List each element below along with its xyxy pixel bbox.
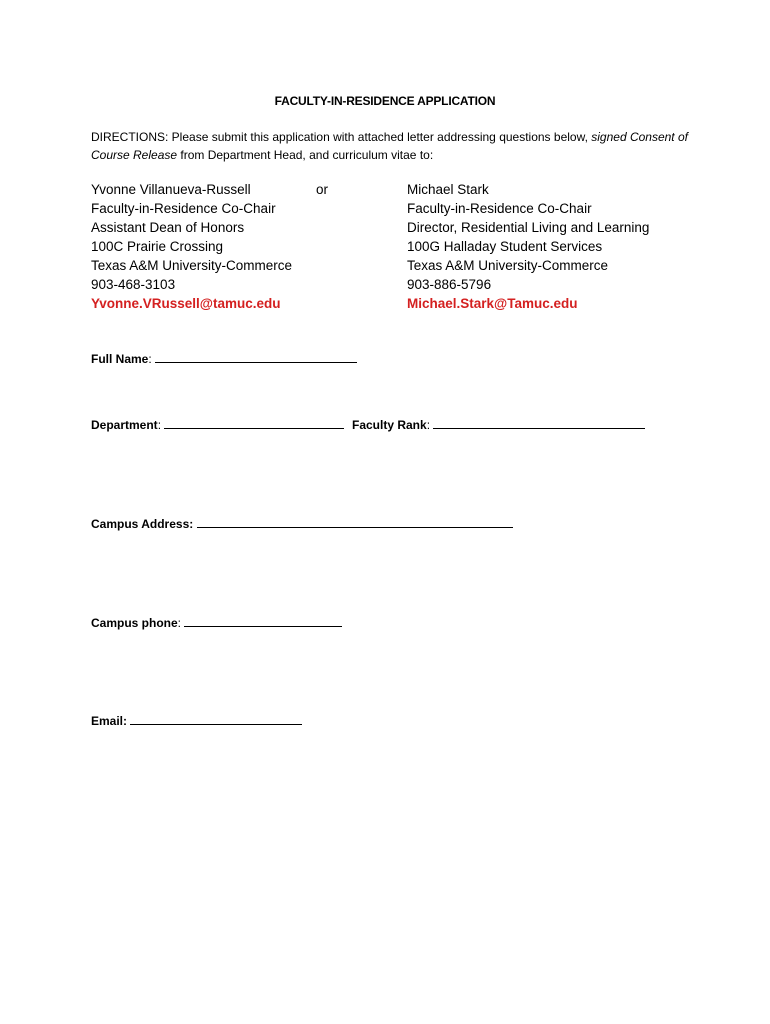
full-name-input[interactable] <box>155 351 357 363</box>
contact-left-institution: Texas A&M University-Commerce <box>91 258 293 273</box>
campus-address-field <box>91 516 513 531</box>
contact-left-email-link[interactable]: Yvonne.VRussell@tamuc.edu <box>91 296 281 311</box>
directions-italic: signed Consent of Course Release <box>91 130 688 162</box>
department-colon: : <box>157 418 165 432</box>
campus-phone-label: Campus phone <box>91 616 178 630</box>
contact-left-office: 100C Prairie Crossing <box>91 239 224 254</box>
contact-right-email-link[interactable]: Michael.Stark@Tamuc.edu <box>407 296 578 311</box>
contact-right-institution: Texas A&M University-Commerce <box>407 258 609 273</box>
faculty-rank-field <box>352 417 645 432</box>
contact-right-role: Faculty-in-Residence Co-Chair <box>407 201 592 216</box>
contact-right-office: 100G Halladay Student Services <box>407 239 603 254</box>
contact-right-phone: 903-886-5796 <box>407 277 492 292</box>
faculty-rank-label: Faculty Rank <box>352 418 427 432</box>
campus-phone-colon: : <box>177 616 185 630</box>
form-title: FACULTY-IN-RESIDENCE APPLICATION <box>274 94 496 108</box>
contact-left <box>91 180 292 313</box>
faculty-rank-input[interactable] <box>433 417 645 429</box>
contact-left-role: Faculty-in-Residence Co-Chair <box>91 201 276 216</box>
full-name-field <box>91 351 357 366</box>
or-separator: or <box>316 182 329 197</box>
full-name-colon: : <box>148 352 156 366</box>
contact-right <box>407 180 649 313</box>
faculty-rank-colon: : <box>426 418 434 432</box>
full-name-label: Full Name <box>91 352 149 366</box>
campus-address-label: Campus Address: <box>91 517 194 531</box>
campus-phone-field <box>91 615 342 630</box>
department-field <box>91 417 344 432</box>
contact-right-title: Director, Residential Living and Learning <box>407 220 650 235</box>
department-label: Department <box>91 418 158 432</box>
contact-left-phone: 903-468-3103 <box>91 277 176 292</box>
directions-part1: DIRECTIONS: Please submit this application with attached letter addressing questions below, <box>91 130 592 144</box>
department-input[interactable] <box>164 417 344 429</box>
email-input[interactable] <box>130 713 302 725</box>
campus-address-input[interactable] <box>197 516 513 528</box>
email-label: Email: <box>91 714 128 728</box>
contact-left-title: Assistant Dean of Honors <box>91 220 245 235</box>
directions-part2: from Department Head, and curriculum vitae to: <box>177 148 434 162</box>
contact-right-name: Michael Stark <box>407 182 489 197</box>
email-field <box>91 713 302 728</box>
directions-text <box>91 128 691 164</box>
contact-left-name: Yvonne Villanueva-Russell <box>91 182 251 197</box>
campus-phone-input[interactable] <box>184 615 342 627</box>
